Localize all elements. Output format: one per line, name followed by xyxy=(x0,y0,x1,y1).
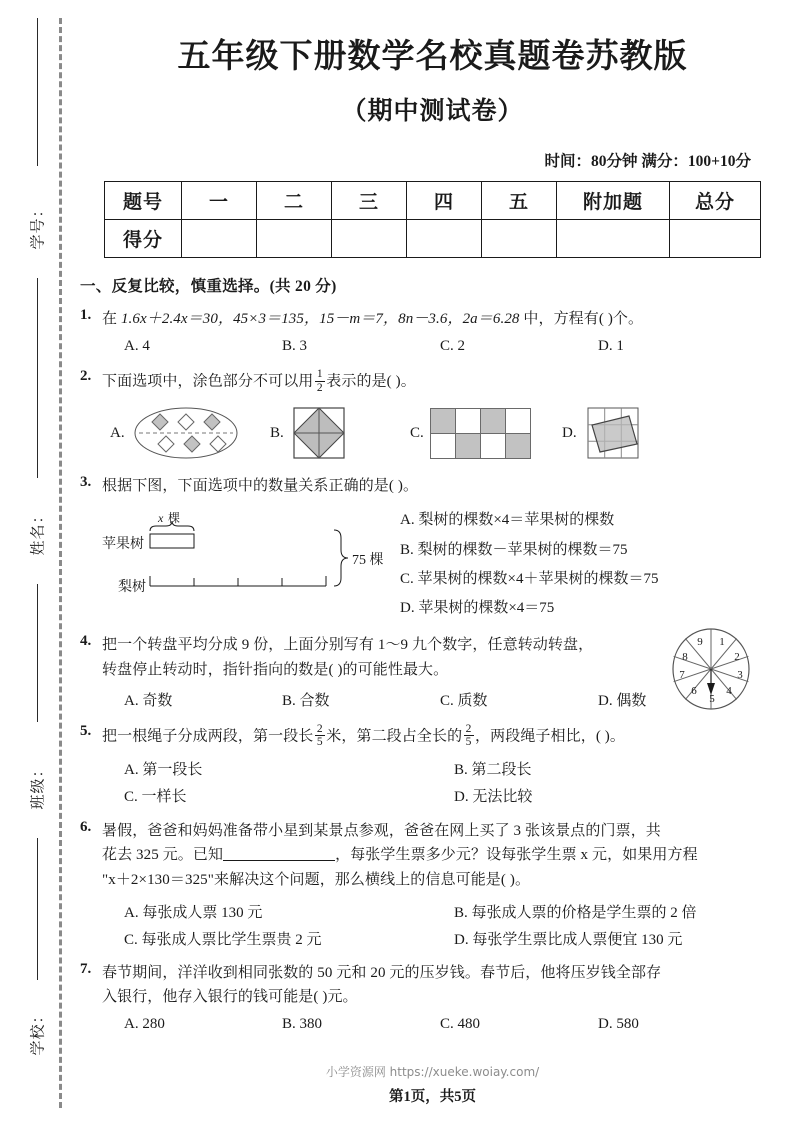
score-table-col-extra: 附加题 xyxy=(557,182,670,220)
question-5 xyxy=(72,723,793,806)
score-cell-3[interactable] xyxy=(332,220,407,258)
question-4-number: 4. xyxy=(80,633,92,650)
option-d[interactable]: D. 1 xyxy=(598,338,624,355)
margin-rule-1 xyxy=(37,18,38,166)
question-5-text xyxy=(102,723,793,749)
question-1-number: 1. xyxy=(80,307,92,323)
option-d[interactable]: D. 苹果树的棵数×4＝75 xyxy=(400,600,555,617)
score-table-col-1: 一 xyxy=(182,182,257,220)
question-4-text-line2: 转盘停止转动时，指针指向的数是( )的可能性最大。 xyxy=(102,661,449,678)
svg-text:4: 4 xyxy=(726,685,732,698)
page-number: 第1页，共5页 xyxy=(389,1089,476,1105)
option-d[interactable]: D. 偶数 xyxy=(598,693,647,710)
question-1 xyxy=(72,307,793,355)
option-d[interactable]: D. 无法比较 xyxy=(454,788,533,805)
table-row xyxy=(105,220,761,258)
option-b[interactable]: B. 每张成人票的价格是学生票的 2 倍 xyxy=(454,904,697,921)
option-a[interactable]: A. 梨树的棵数×4＝苹果树的棵数 xyxy=(400,512,615,529)
q1-expression: 1.6x＋2.4x＝30，45×3＝135，15－m＝7，8n－3.6，2a＝6.28 xyxy=(120,311,520,327)
binding-margin-strip xyxy=(0,0,72,1122)
exam-page xyxy=(72,0,793,1122)
score-cell-1[interactable] xyxy=(182,220,257,258)
margin-label-student-id: 学号： xyxy=(30,201,47,250)
question-2-number: 2. xyxy=(80,368,92,385)
q5-text-a: 把一根绳子分成两段，第一段长 xyxy=(102,728,314,745)
figure-c-label: C. xyxy=(410,424,424,441)
question-6-text-line1: 暑假，爸爸和妈妈准备带小星到某景点参观，爸爸在网上买了 3 张该景点的门票，共 xyxy=(102,822,661,839)
page-title: 五年级下册数学名校真题卷苏教版 xyxy=(177,39,688,75)
option-b[interactable]: B. 380 xyxy=(282,1016,323,1033)
question-1-options xyxy=(124,338,793,355)
question-3 xyxy=(72,474,793,623)
score-cell-total[interactable] xyxy=(670,220,761,258)
option-c[interactable]: C. 质数 xyxy=(440,693,488,710)
margin-label-class: 班级： xyxy=(30,761,47,810)
question-6-number: 6. xyxy=(80,818,92,835)
option-c[interactable]: C. 每张成人票比学生票贵 2 元 xyxy=(124,931,322,948)
option-a[interactable]: A. 280 xyxy=(124,1016,165,1033)
bar-diagram-icon xyxy=(100,506,400,598)
table-row xyxy=(105,182,761,220)
site-watermark: 小学资源网 https://xueke.woiay.com/ xyxy=(325,1065,540,1079)
score-table-col-total: 总分 xyxy=(670,182,761,220)
cell xyxy=(430,408,456,434)
option-b[interactable]: B. 合数 xyxy=(282,693,330,710)
question-5-number: 5. xyxy=(80,723,92,740)
q5-text-b: 米，第二段占全长的 xyxy=(326,728,463,745)
figure-b-label: B. xyxy=(270,424,284,441)
tree-count-bar-diagram xyxy=(100,506,400,598)
score-table-col-3: 三 xyxy=(332,182,407,220)
cell xyxy=(505,408,531,434)
question-3-body xyxy=(72,506,793,623)
svg-text:棵: 棵 xyxy=(168,511,181,526)
svg-text:3: 3 xyxy=(737,669,743,682)
question-4 xyxy=(72,633,793,710)
fold-dashed-line xyxy=(59,18,62,1108)
score-cell-2[interactable] xyxy=(257,220,332,258)
question-6-text-line2 xyxy=(102,843,793,867)
svg-text:梨树: 梨树 xyxy=(118,580,146,596)
section-heading-1: 一、反复比较，慎重选择。(共 20 分) xyxy=(80,278,337,295)
grid-rotated-square-icon xyxy=(584,404,642,462)
svg-text:苹果树: 苹果树 xyxy=(102,537,144,553)
svg-text:5: 5 xyxy=(709,693,715,706)
option-a[interactable]: A. 4 xyxy=(124,338,150,355)
score-cell-5[interactable] xyxy=(482,220,557,258)
q1-lead: 在 xyxy=(102,311,121,327)
checkerboard-4x2-icon xyxy=(431,408,531,458)
question-6 xyxy=(72,819,793,949)
figure-option-d[interactable] xyxy=(562,404,642,462)
question-2 xyxy=(72,368,793,462)
svg-text:7: 7 xyxy=(679,669,685,682)
figure-a-label: A. xyxy=(110,424,125,441)
page-subtitle: （期中测试卷） xyxy=(341,98,524,125)
question-3-options xyxy=(400,506,793,623)
option-c[interactable]: C. 一样长 xyxy=(124,788,187,805)
q2-text-b: 表示的是( )。 xyxy=(326,373,416,390)
q6-text-a: 花去 325 元。已知 xyxy=(102,847,224,864)
score-table-col-5: 五 xyxy=(482,182,557,220)
score-table-col-2: 二 xyxy=(257,182,332,220)
question-7 xyxy=(72,961,793,1034)
score-cell-extra[interactable] xyxy=(557,220,670,258)
question-2-figures xyxy=(110,404,793,462)
q2-text-a: 下面选项中，涂色部分不可以用 xyxy=(102,373,314,390)
score-table-col-4: 四 xyxy=(407,182,482,220)
option-c[interactable]: C. 480 xyxy=(440,1016,481,1033)
cell xyxy=(505,433,531,459)
question-3-number: 3. xyxy=(80,474,92,491)
question-3-text: 根据下图，下面选项中的数量关系正确的是( )。 xyxy=(102,478,419,495)
cell xyxy=(455,408,481,434)
figure-option-b[interactable] xyxy=(270,405,410,461)
score-cell-4[interactable] xyxy=(407,220,482,258)
question-7-text-line2: 入银行，他存入银行的钱可能是( )元。 xyxy=(102,989,358,1006)
question-6-text-line3: "x＋2×130＝325"来解决这个问题，那么横线上的信息可能是( )。 xyxy=(102,871,531,888)
question-6-options-row1 xyxy=(124,901,793,922)
fraction-two-fifths-2: $\frac{2}{5}$ xyxy=(465,723,472,749)
question-2-text xyxy=(102,368,793,394)
question-1-text xyxy=(102,307,793,331)
cell xyxy=(480,433,506,459)
option-d[interactable]: D. 每张学生票比成人票便宜 130 元 xyxy=(454,931,683,948)
svg-text:x: x xyxy=(158,511,164,526)
svg-text:1: 1 xyxy=(719,636,725,649)
question-5-options-row2 xyxy=(124,785,793,806)
figure-option-c[interactable] xyxy=(410,408,562,458)
margin-rule-2 xyxy=(37,278,38,478)
fill-in-blank[interactable] xyxy=(223,860,335,861)
question-4-text-line1: 把一个转盘平均分成 9 份，上面分别写有 1～9 九个数字，任意转动转盘， xyxy=(102,637,594,654)
margin-label-school: 学校： xyxy=(30,1007,47,1056)
option-a[interactable]: A. 第一段长 xyxy=(124,761,203,778)
ellipse-diamonds-icon xyxy=(132,405,240,461)
margin-label-name: 姓名： xyxy=(30,507,47,556)
q1-tail: 中，方程有( )个。 xyxy=(519,311,644,327)
question-7-text-line1: 春节期间，洋洋收到相同张数的 50 元和 20 元的压岁钱。春节后，他将压岁钱全部存 xyxy=(102,964,662,981)
option-b[interactable]: B. 梨树的棵数－苹果树的棵数＝75 xyxy=(400,541,628,558)
score-table xyxy=(104,181,761,258)
fraction-one-half: $\frac{1}{2}$ xyxy=(316,368,323,394)
svg-text:2: 2 xyxy=(734,651,740,664)
option-c[interactable]: C. 2 xyxy=(440,338,466,355)
option-d[interactable]: D. 580 xyxy=(598,1016,639,1033)
question-7-number: 7. xyxy=(80,960,92,977)
cell xyxy=(455,433,481,459)
question-5-options-row1 xyxy=(124,758,793,779)
question-7-options xyxy=(124,1016,793,1033)
svg-text:6: 6 xyxy=(691,685,697,698)
question-6-options-row2 xyxy=(124,928,793,949)
q6-text-b: ，每张学生票多少元？设每张学生票 x 元，如果用方程 xyxy=(335,847,698,864)
figure-d-label: D. xyxy=(562,424,577,441)
score-table-row-label-score: 得分 xyxy=(105,220,182,258)
option-c[interactable]: C. 苹果树的棵数×4＋苹果树的棵数＝75 xyxy=(400,570,659,587)
svg-text:9: 9 xyxy=(697,636,703,649)
margin-rule-4 xyxy=(37,838,38,980)
option-b[interactable]: B. 第二段长 xyxy=(454,761,532,778)
fraction-two-fifths-1: $\frac{2}{5}$ xyxy=(316,723,323,749)
spinner-wheel-figure xyxy=(669,627,753,711)
cell xyxy=(480,408,506,434)
option-a[interactable]: A. 每张成人票 130 元 xyxy=(124,904,263,921)
svg-text:8: 8 xyxy=(682,651,688,664)
option-a[interactable]: A. 奇数 xyxy=(124,693,173,710)
square-inscribed-diamond-icon xyxy=(291,405,347,461)
cell xyxy=(430,433,456,459)
margin-rule-3 xyxy=(37,584,38,722)
q5-text-c: ，两段绳子相比，( )。 xyxy=(475,728,625,745)
exam-meta-info: 时间：80分钟 满分：100+10分 xyxy=(544,153,751,170)
option-b[interactable]: B. 3 xyxy=(282,338,308,355)
spinner-icon xyxy=(669,627,753,711)
figure-option-a[interactable] xyxy=(110,405,270,461)
score-table-row-label: 题号 xyxy=(105,182,182,220)
svg-text:75 棵: 75 棵 xyxy=(352,553,384,569)
